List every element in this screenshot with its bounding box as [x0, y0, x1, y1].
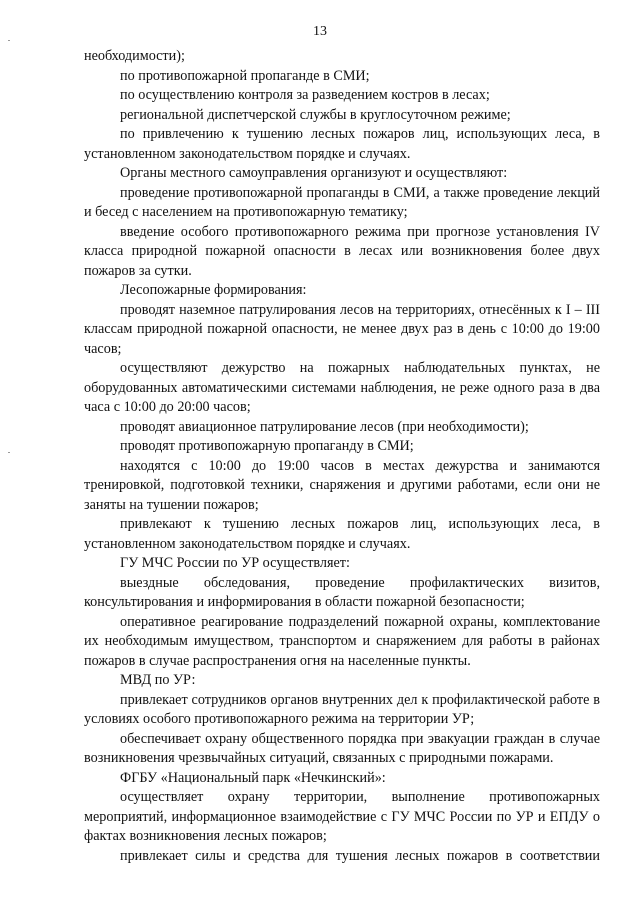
paragraph: по осуществлению контроля за разведением костров в лесах;: [120, 87, 490, 103]
margin-mark: [8, 452, 10, 453]
paragraph: привлекают к тушению лесных пожаров лиц, использующих леса, в установленном законодательством порядке и случаях.: [84, 516, 600, 552]
paragraph: проводят наземное патрулирования лесов на территориях, отнесённых к I – III классам природной пожарной опасности, не менее двух раз в день с 10:00 до 19:00 часов;: [84, 301, 600, 357]
paragraph: МВД по УР:: [120, 672, 196, 688]
paragraph: ГУ МЧС России по УР осуществляет:: [120, 555, 350, 571]
paragraph: осуществляют дежурство на пожарных наблюдательных пунктах, не оборудованных автоматическими системами наблюдения, не реже одного раза в два часа с 10:00 до 20:00 часов;: [84, 360, 600, 415]
paragraph: оперативное реагирование подразделений пожарной охраны, комплектование их необходимым имуществом, транспортом и снаряжением для работы в районах пожаров в случае распространения огня на населенные пункты.: [84, 613, 600, 669]
paragraph: находятся с 10:00 до 19:00 часов в местах дежурства и занимаются тренировкой, подготовкой техники, снаряжения и другими работами, если они не заняты на тушении пожаров;: [84, 457, 600, 513]
page-number: 13: [313, 24, 327, 39]
margin-mark: [8, 40, 10, 41]
paragraph: Органы местного самоуправления организуют и осуществляют:: [120, 165, 508, 181]
paragraph: введение особого противопожарного режима при прогнозе установления IV класса природной пожарной опасности в лесах или возникновения более двух пожаров за сутки.: [84, 223, 600, 279]
paragraph: проведение противопожарной пропаганды в СМИ, а также проведение лекций и бесед с населением на противопожарную тематику;: [84, 184, 600, 220]
paragraph: обеспечивает охрану общественного порядка при эвакуации граждан в случае возникновения чрезвычайных ситуаций, связанных с природными пожарами.: [84, 730, 600, 766]
paragraph: региональной диспетчерской службы в круглосуточном режиме;: [120, 106, 511, 123]
paragraph: осуществляет охрану территории, выполнение противопожарных мероприятий, информационное взаимодействие с ГУ МЧС России по УР и ЕПДУ о фактах возникновения лесных пожаров;: [84, 789, 600, 844]
paragraph: привлекает силы и средства для тушения лесных пожаров в соответствии: [120, 847, 600, 864]
document-body: [84, 47, 600, 866]
paragraph: проводят авиационное патрулирование лесов (при необходимости);: [120, 418, 529, 435]
paragraph: привлекает сотрудников органов внутренних дел к профилактической работе в условиях особого противопожарного режима на территории УР;: [84, 691, 600, 727]
paragraph: по противопожарной пропаганде в СМИ;: [120, 67, 370, 84]
paragraph: ФГБУ «Национальный парк «Нечкинский»:: [120, 769, 386, 786]
paragraph: выездные обследования, проведение профилактических визитов, консультирования и информирования в области пожарной безопасности;: [84, 574, 600, 610]
paragraph: проводят противопожарную пропаганду в СМИ;: [120, 438, 414, 454]
paragraph: по привлечению к тушению лесных пожаров лиц, использующих леса, в установленном законодательством порядке и случаях.: [84, 126, 600, 162]
paragraph: необходимости);: [84, 48, 185, 64]
paragraph: Лесопожарные формирования:: [120, 282, 307, 298]
